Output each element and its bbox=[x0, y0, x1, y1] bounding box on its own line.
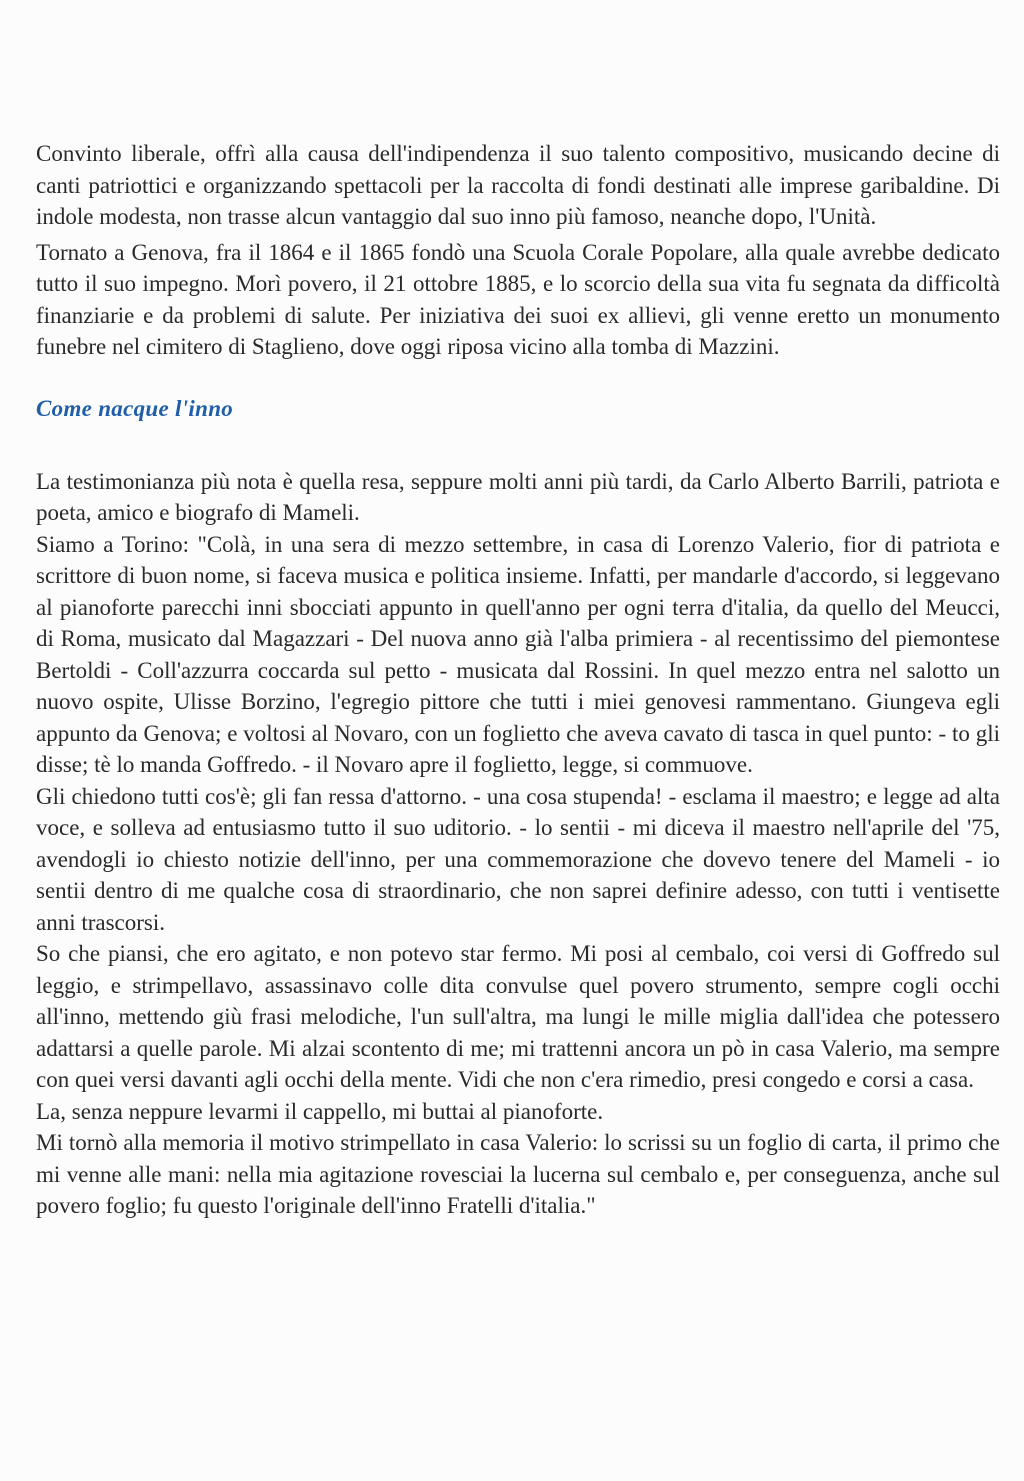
intro-paragraph-2: Tornato a Genova, fra il 1864 e il 1865 fondò una Scuola Corale Popolare, alla quale avrebbe dedicato tutto il suo impegno. Morì povero, il 21 ottobre 1885, e lo scorcio della sua vita fu segnata da difficoltà finanziarie e da problemi di salute. Per iniziativa dei suoi ex allievi, gli venne eretto un monumento funebre nel cimitero di Staglieno, dove oggi riposa vicino alla tomba di Mazzini. bbox=[36, 239, 1000, 359]
section-paragraph-4: So che piansi, che ero agitato, e non potevo star fermo. Mi posi al cembalo, coi versi di Goffredo sul leggio, e strimpellavo, assassinavo colle dita convulse quel povero strumento, sempre cogli occhi all'inno, mettendo giù frasi melodiche, l'un sull'altra, ma lungi le mille miglia dall'idea che potessero adattarsi a quelle parole. Mi alzai scontento di me; mi trattenni ancora un pò in casa Valerio, ma sempre con quei versi davanti agli occhi della mente. Vidi che non c'era rimedio, presi congedo e corsi a casa. bbox=[36, 941, 1000, 1092]
section-paragraph-3: Gli chiedono tutti cos'è; gli fan ressa d'attorno. - una cosa stupenda! - esclama il maestro; e legge ad alta voce, e solleva ad entusiasmo tutto il suo uditorio. - lo sentii - mi diceva il maestro nell'aprile del '75, avendogli io chiesto notizie dell'inno, per una commemorazione che dovevo tenere del Mameli - io sentii dentro di me qualche cosa di straordinario, che non saprei definire adesso, con tutti i ventisette anni trascorsi. bbox=[36, 783, 1000, 935]
section-paragraph-2: Siamo a Torino: "Colà, in una sera di mezzo settembre, in casa di Lorenzo Valerio, fior di patriota e scrittore di buon nome, si faceva musica e politica insieme. Infatti, per mandarle d'accordo, si leggevano al pianoforte parecchi inni sbocciati appunto in quell'anno per ogni terra d'italia, da quello del Meucci, di Roma, musicato dal Magazzari - Del nuova anno già l'alba primiera - al recentissimo del piemontese Bertoldi - Coll'azzurra coccarda sul petto - musicata dal Rossini. In quel mezzo entra nel salotto un nuovo ospite, Ulisse Borzino, l'egregio pittore che tutti i miei genovesi rammentano. Giungeva egli appunto da Genova; e voltosi al Novaro, con un foglietto che aveva cavato di tasca in quel punto: - to gli disse; tè lo manda Goffredo. - il Novaro apre il foglietto, legge, si commuove. bbox=[36, 531, 1000, 777]
intro-paragraph-1: Convinto liberale, offrì alla causa dell'indipendenza il suo talento compositivo, musicando decine di canti patriottici e organizzando spettacoli per la raccolta di fondi destinati alle imprese garibaldine. Di indole modesta, non trasse alcun vantaggio dal suo inno più famoso, neanche dopo, l'Unità. bbox=[36, 141, 1000, 229]
section-paragraph-1: La testimonianza più nota è quella resa, seppure molti anni più tardi, da Carlo Alberto Barrili, patriota e poeta, amico e biografo di Mameli. bbox=[36, 468, 1000, 525]
document-page bbox=[36, 138, 1000, 1222]
section-paragraph-6: Mi tornò alla memoria il motivo strimpellato in casa Valerio: lo scrissi su un foglio di carta, il primo che mi venne alle mani: nella mia agitazione rovesciai la lucerna sul cembalo e, per conseguenza, anche sul povero foglio; fu questo l'originale dell'inno Fratelli d'italia." bbox=[36, 1130, 1000, 1218]
section-paragraph-5: La, senza neppure levarmi il cappello, mi buttai al pianoforte. bbox=[36, 1098, 604, 1124]
section-heading: Come nacque l'inno bbox=[36, 395, 234, 421]
